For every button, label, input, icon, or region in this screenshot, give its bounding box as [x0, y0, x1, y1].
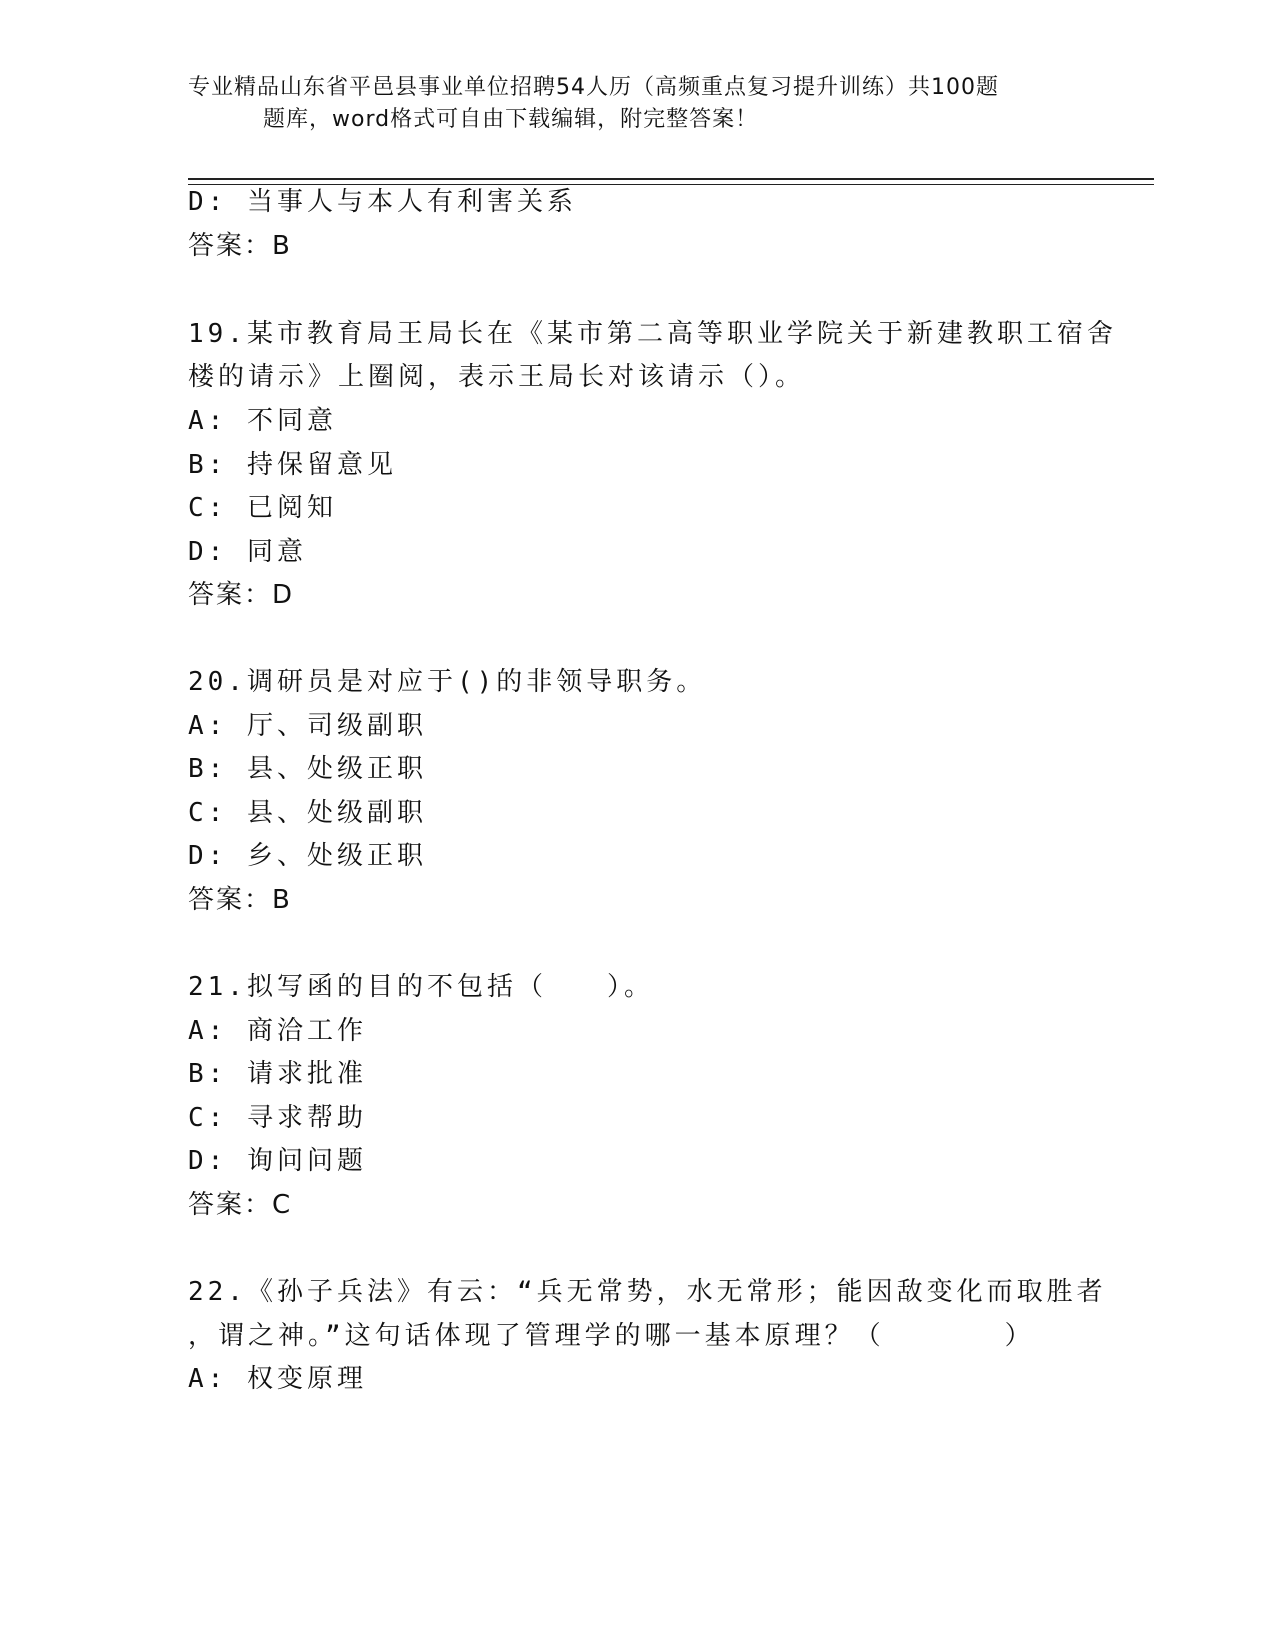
- document-header: [188, 72, 1088, 136]
- q20-option-d: D: 乡、处级正职: [188, 841, 427, 871]
- q21-option-c: C: 寻求帮助: [188, 1103, 367, 1133]
- q19-option-b: B: 持保留意见: [188, 450, 397, 480]
- q19-option-a: A: 不同意: [188, 406, 337, 436]
- q20-option-b: B: 县、处级正职: [188, 754, 427, 784]
- q22-option-a: A: 权变原理: [188, 1364, 367, 1394]
- q21-option-d: D: 询问问题: [188, 1146, 367, 1176]
- prev-option-d: D: 当事人与本人有利害关系: [188, 187, 577, 217]
- q21-option-a: A: 商洽工作: [188, 1016, 367, 1046]
- q20-answer: 答案：B: [188, 885, 292, 915]
- prev-answer: 答案：B: [188, 231, 292, 261]
- q21-answer: 答案：C: [188, 1190, 293, 1220]
- q19-answer: 答案：D: [188, 580, 295, 610]
- header-title-line1: 专业精品山东省平邑县事业单位招聘54人历（高频重点复习提升训练）共100题: [188, 75, 999, 100]
- q22-stem-line2: ，谓之神。”这句话体现了管理学的哪一基本原理？（ ）: [188, 1321, 1035, 1351]
- header-divider-thick: [188, 178, 1154, 180]
- q20-stem-line1: 20.调研员是对应于()的非领导职务。: [188, 667, 707, 697]
- q21-option-b: B: 请求批准: [188, 1059, 367, 1089]
- q19-stem-line2: 楼的请示》上圈阅，表示王局长对该请示（）。: [188, 362, 806, 392]
- q20-option-a: A: 厅、司级副职: [188, 711, 427, 741]
- header-title-line2: 题库，word格式可自由下载编辑，附完整答案！: [263, 107, 759, 132]
- q19-option-c: C: 已阅知: [188, 493, 337, 523]
- q19-option-d: D: 同意: [188, 537, 307, 567]
- q19-stem-line1: 19.某市教育局王局长在《某市第二高等职业学院关于新建教职工宿舍: [188, 319, 1117, 349]
- q20-option-c: C: 县、处级副职: [188, 798, 427, 828]
- q21-stem-line1: 21.拟写函的目的不包括（ ）。: [188, 972, 654, 1002]
- q22-stem-line1: 22.《孙子兵法》有云：“兵无常势，水无常形；能因敌变化而取胜者: [188, 1277, 1107, 1307]
